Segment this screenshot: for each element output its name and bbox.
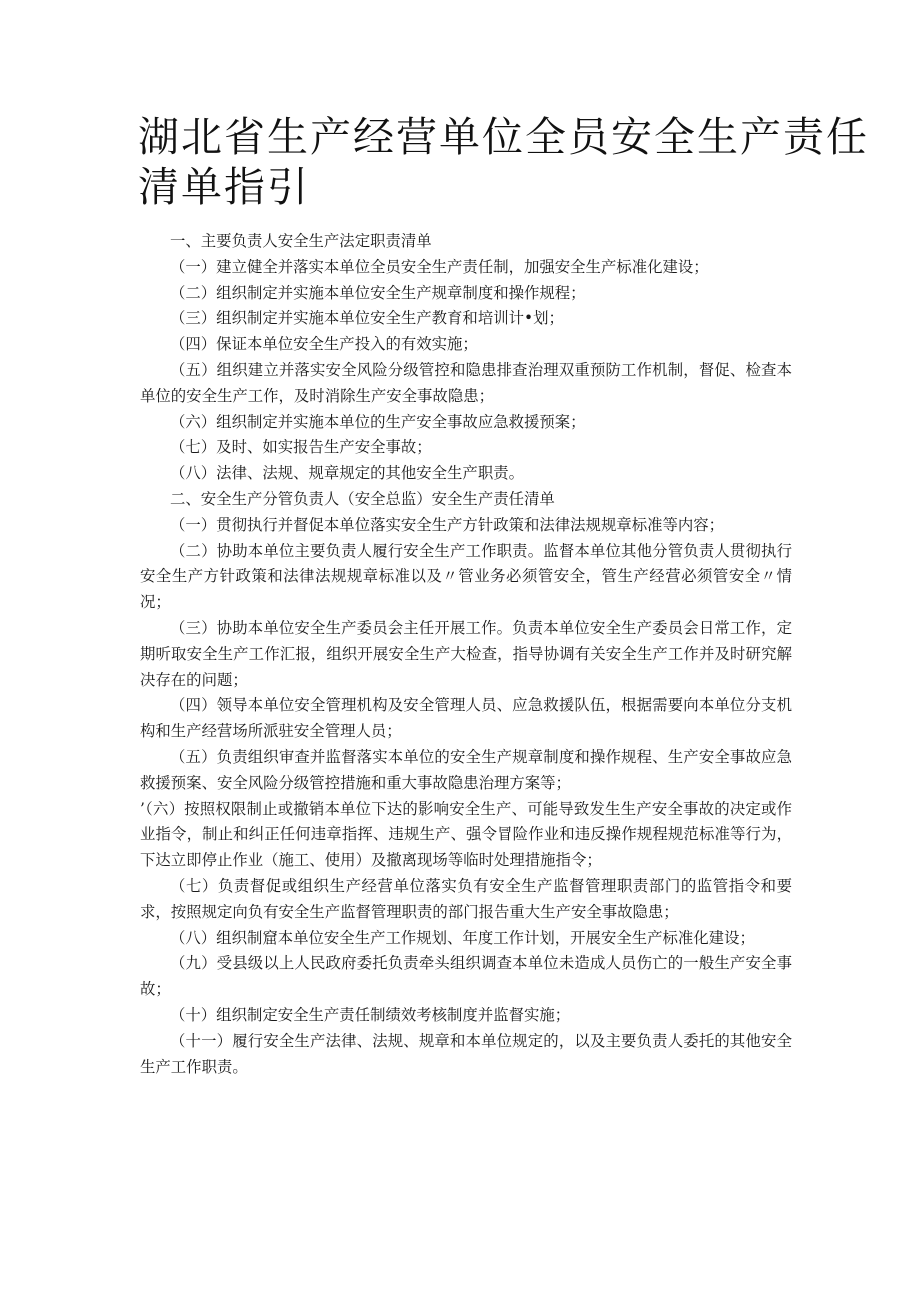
section-2-item-9: （九）受县级以上人民政府委托负责牵头组织调查本单位未造成人员伤亡的一般生产安全事故；: [140, 954, 792, 999]
section-2-item-1: （一）贯彻执行并督促本单位落实安全生产方针政策和法律法规规章标准等内容；: [170, 515, 725, 534]
section-1-item-4: （四）保证本单位安全生产投入的有效实施；: [170, 335, 478, 354]
section-1-heading: 一、主要负责人安全生产法定职责清单: [170, 232, 432, 250]
document-body: [140, 229, 792, 1080]
section-2-item-7: （七）负责督促或组织生产经营单位落实负有安全生产监督管理职责部门的监管指令和要求，按照规定向负有安全生产监督管理职责的部门报告重大生产安全事故隐患；: [140, 876, 792, 921]
document-title-line-2: 清单指引: [138, 163, 310, 211]
section-2-item-3: （三）协助本单位安全生产委员会主任开展工作。负责本单位安全生产委员会日常工作，定期听取安全生产工作汇报，组织开展安全生产大检查，指导协调有关安全生产工作并及时研究解决存在的问题；: [140, 618, 792, 689]
section-1-item-8: （八）法律、法规、规章规定的其他安全生产职责。: [170, 464, 524, 483]
section-1-item-3: （三）组织制定并实施本单位安全生产教育和培训计•划；: [170, 309, 564, 328]
section-1-item-7: （七）及时、如实报告生产安全事故；: [170, 438, 432, 457]
section-1-item-5: （五）组织建立并落实安全风险分级管控和隐患排查治理双重预防工作机制，督促、检查本单位的安全生产工作，及时消除生产安全事故隐患；: [140, 360, 792, 405]
section-2-heading: 二、安全生产分管负责人（安全总监）安全生产责任清单: [170, 489, 555, 508]
document-title-line-1: 湖北省生产经营单位全员安全生产责任: [138, 113, 869, 161]
document-title: [138, 112, 869, 212]
section-2-item-10: （十）组织制定安全生产责任制绩效考核制度并监督实施；: [170, 1005, 571, 1024]
section-1-item-1: （一）建立健全并落实本单位全员安全生产责任制，加强安全生产标准化建设；: [170, 257, 709, 276]
section-2-item-6: ’（六）按照权限制止或撤销本单位下达的影响安全生产、可能导致发生生产安全事故的决定或作业指令，制止和纠正任何违章指挥、违规生产、强令冒险作业和违反操作规程规范标准等行为，下达立即停止作业（施工、使用）及撤离现场等临时处理措施指令；: [140, 799, 792, 870]
section-2-item-4: （四）领导本单位安全管理机构及安全管理人员、应急救援队伍，根据需要向本单位分支机构和生产经营场所派驻安全管理人员；: [140, 696, 792, 741]
section-2-item-11: （十一）履行安全生产法律、法规、规章和本单位规定的，以及主要负责人委托的其他安全生产工作职责。: [140, 1031, 792, 1076]
section-2-item-8: （八）组织制窟本单位安全生产工作规划、年度工作计划，开展安全生产标准化建设；: [170, 928, 755, 947]
section-2-item-5: （五）负责组织审查并监督落实本单位的安全生产规章制度和操作规程、生产安全事故应急救援预案、安全风险分级管控措施和重大事故隐患治理方案等；: [140, 747, 792, 792]
section-1-item-6: （六）组织制定并实施本单位的生产安全事故应急救援预案；: [170, 412, 586, 431]
section-2-item-2: （二）协助本单位主要负责人履行安全生产工作职责。监督本单位其他分管负责人贯彻执行安全生产方针政策和法律法规规章标准以及〃管业务必须管安全，管生产经营必须管安全〃情况；: [140, 541, 792, 612]
section-1-item-2: （二）组织制定并实施本单位安全生产规章制度和操作规程；: [170, 283, 586, 302]
